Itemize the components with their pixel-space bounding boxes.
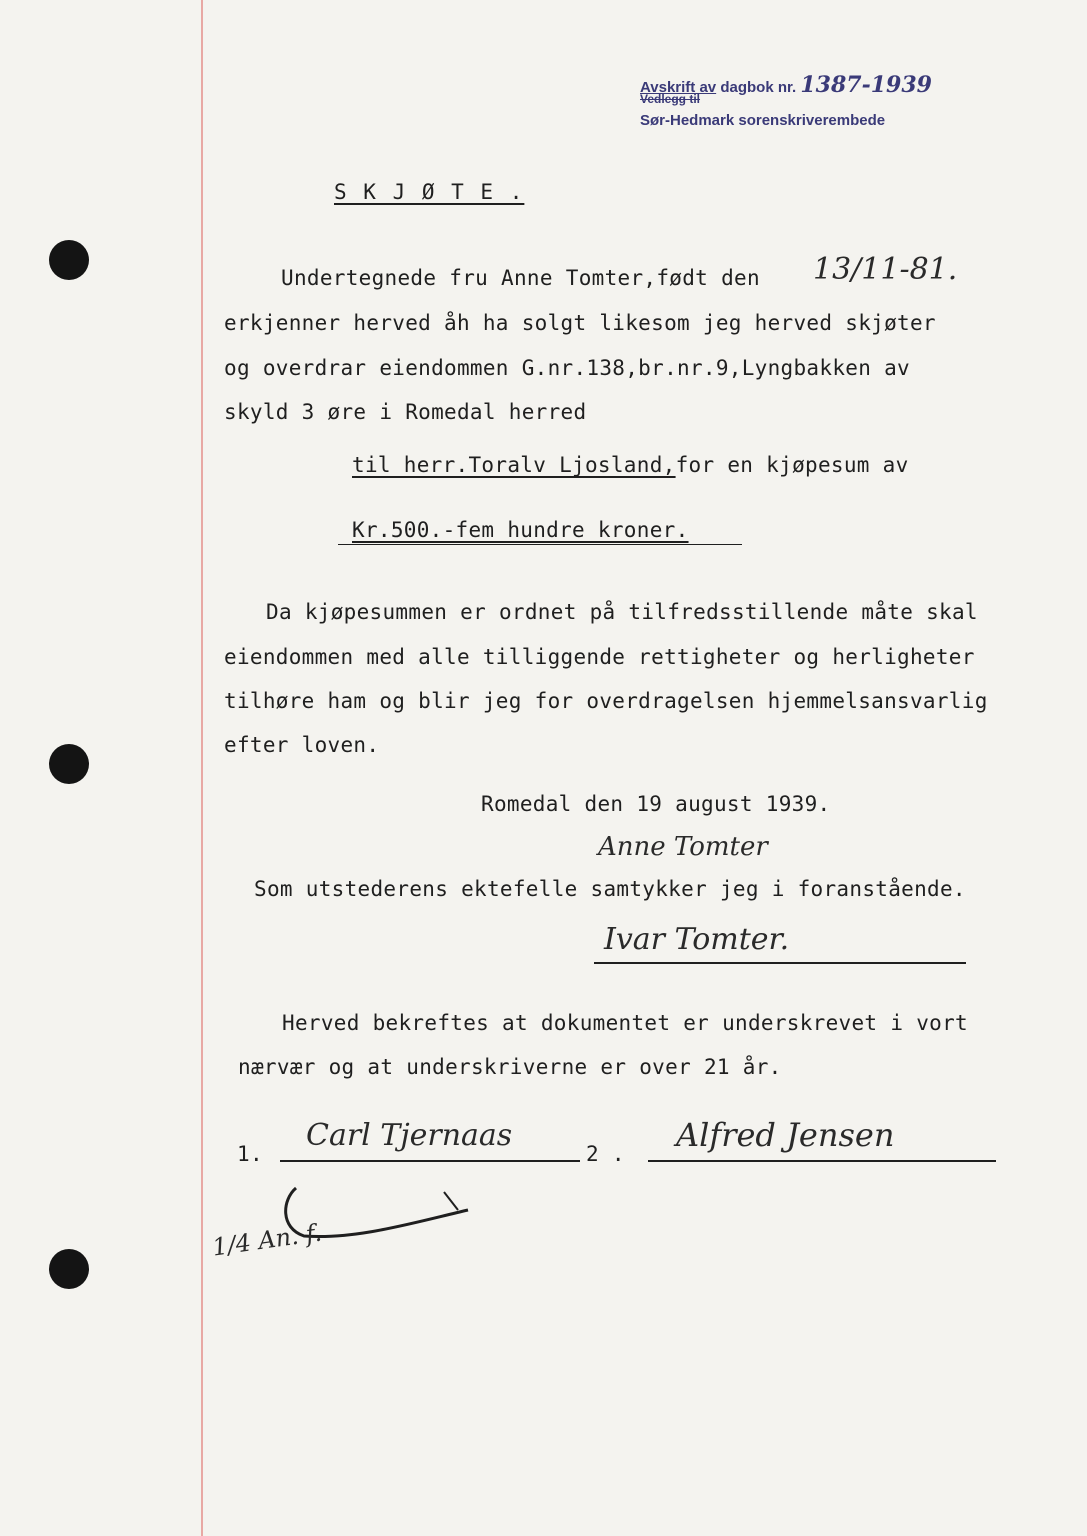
signature-spouse: Ivar Tomter. — [604, 922, 790, 957]
paragraph2-line1: Da kjøpesummen er ordnet på tilfredsstillende måte skal — [266, 600, 978, 624]
stamp-dagbok-number: 1387-1939 — [800, 72, 932, 98]
buyer-line-rest: for en kjøpesum av — [675, 453, 909, 477]
spouse-consent: Som utstederens ektefelle samtykker jeg i foranstående. — [254, 877, 966, 901]
stamp-line-2: Vedlegg til — [640, 92, 701, 106]
paragraph2-line4: efter loven. — [224, 733, 380, 757]
place-date: Romedal den 19 august 1939. — [481, 792, 831, 816]
witness-1-signature: Carl Tjernaas — [306, 1118, 513, 1153]
paragraph1-line4: skyld 3 øre i Romedal herred — [224, 400, 587, 424]
buyer-name: til herr.Toralv Ljosland, — [352, 453, 676, 477]
witness-text-line1: Herved bekreftes at dokumentet er underskrevet i vort — [282, 1011, 968, 1035]
margin-note: 1/4 An. f. — [210, 1218, 324, 1262]
spouse-signature-line — [594, 962, 966, 964]
stamp-dagbok-label: dagbok nr. — [720, 79, 797, 96]
paragraph1-line1: Undertegnede fru Anne Tomter,født den — [281, 266, 760, 290]
punch-hole-icon — [49, 240, 89, 280]
paragraph2-line2: eiendommen med alle tilliggende rettigheter og herligheter — [224, 645, 975, 669]
stamp-prefix: Avskrift av — [640, 79, 717, 96]
punch-hole-icon — [49, 744, 89, 784]
buyer-line — [352, 453, 909, 477]
paragraph1-line2: erkjenner herved åh ha solgt likesom jeg herved skjøter — [224, 311, 936, 335]
price-line: Kr.500.-fem hundre kroner. — [352, 518, 689, 542]
price-underline — [338, 544, 742, 545]
paragraph1-line3: og overdrar eiendommen G.nr.138,br.nr.9,Lyngbakken av — [224, 356, 910, 380]
birth-date-handwritten: 13/11-81. — [813, 252, 958, 287]
margin-line — [201, 0, 203, 1536]
witness-2-line — [648, 1160, 996, 1162]
stamp-line-3: Sør-Hedmark sorenskriverembede — [640, 112, 886, 129]
signature-seller: Anne Tomter — [598, 832, 768, 862]
witness-1-label: 1. — [237, 1142, 263, 1166]
paragraph2-line3: tilhøre ham og blir jeg for overdragelsen hjemmelsansvarlig — [224, 689, 988, 713]
witness-text-line2: nærvær og at underskriverne er over 21 år. — [238, 1055, 782, 1079]
witness-2-signature: Alfred Jensen — [676, 1116, 895, 1154]
punch-hole-icon — [49, 1249, 89, 1289]
document-title: S K J Ø T E . — [334, 180, 525, 204]
witness-1-line — [280, 1160, 580, 1162]
witness-2-label: 2 . — [586, 1142, 625, 1166]
